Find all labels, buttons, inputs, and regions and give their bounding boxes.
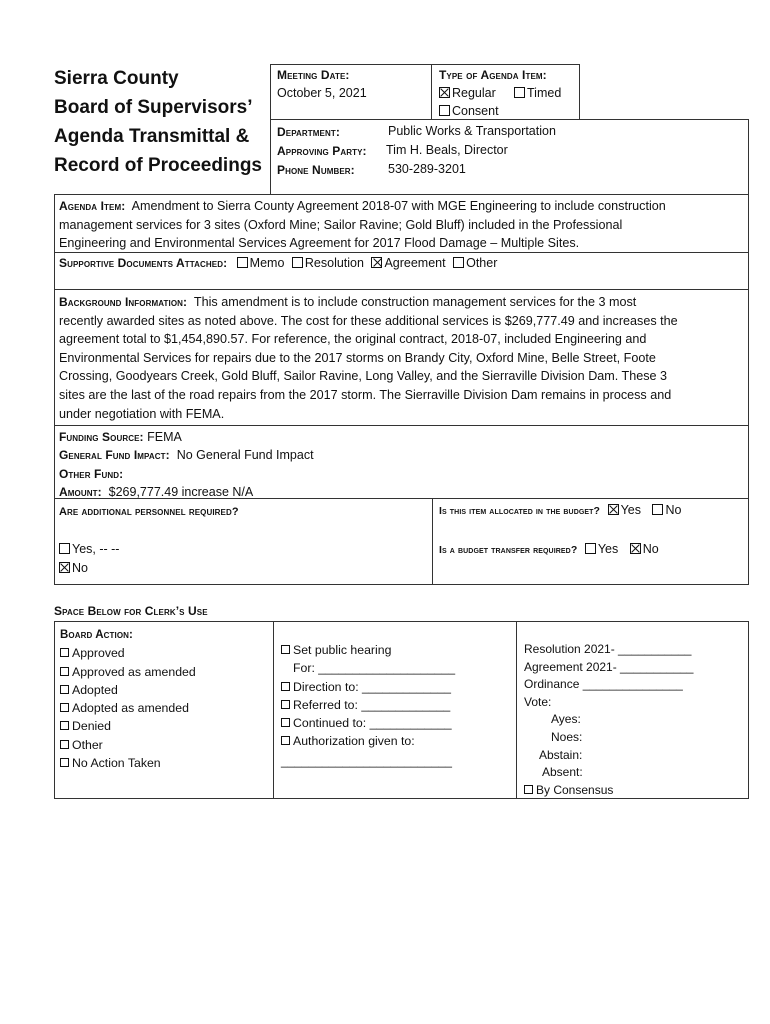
department-value: Public Works & Transportation	[388, 124, 556, 138]
checkbox-empty[interactable]	[281, 645, 290, 654]
checkbox-empty[interactable]	[281, 718, 290, 727]
clerk-right-list	[524, 641, 693, 799]
doc-agreement[interactable]: Agreement	[371, 256, 445, 270]
form-title	[54, 64, 269, 180]
checkbox-empty[interactable]	[281, 700, 290, 709]
budget-transfer-label: Is a budget transfer required?	[439, 544, 578, 556]
resolution-number: Resolution 2021- ___________	[524, 642, 692, 656]
checkbox-empty[interactable]	[60, 667, 69, 676]
title-line: Record of Proceedings	[54, 155, 262, 176]
absent-label: Absent:	[542, 765, 583, 780]
action-denied[interactable]: Denied	[60, 717, 196, 735]
authorization-given-to[interactable]: Authorization given to:	[281, 732, 455, 750]
action-other[interactable]: Other	[60, 736, 196, 754]
action-adopted[interactable]: Adopted	[60, 681, 196, 699]
phone-value: 530-289-3201	[388, 162, 466, 176]
checkbox-empty[interactable]	[292, 257, 303, 268]
vote-label: Vote:	[524, 694, 552, 709]
checkbox-empty[interactable]	[59, 543, 70, 554]
other-fund-label: Other Fund:	[59, 466, 124, 481]
checkbox-checked[interactable]	[59, 562, 70, 573]
agenda-type-timed[interactable]: Timed	[514, 86, 561, 100]
checkbox-empty[interactable]	[281, 736, 290, 745]
funding-info	[59, 428, 314, 501]
budget-transfer-no[interactable]: No	[630, 542, 659, 556]
personnel-question: Are additional personnel required?	[59, 506, 239, 518]
title-line: Sierra County	[54, 68, 179, 89]
personnel-yes[interactable]: Yes, -- --	[59, 542, 119, 556]
funding-source-label: Funding Source:	[59, 430, 144, 444]
by-consensus[interactable]: By Consensus	[524, 782, 693, 800]
action-approved-as-amended[interactable]: Approved as amended	[60, 663, 196, 681]
abstain-label: Abstain:	[539, 747, 583, 762]
budget-allocated-yes[interactable]: Yes	[608, 503, 641, 517]
amount-value: $269,777.49 increase N/A	[108, 484, 254, 499]
title-line: Agenda Transmittal &	[54, 126, 250, 147]
agenda-item-label: Agenda Item:	[59, 199, 126, 213]
approving-party-value: Tim H. Beals, Director	[386, 143, 508, 157]
set-public-hearing[interactable]: Set public hearing	[281, 641, 455, 659]
referred-to[interactable]: Referred to: _____________	[281, 696, 455, 714]
checkbox-checked[interactable]	[439, 87, 450, 98]
checkbox-checked[interactable]	[630, 543, 641, 554]
board-action-list	[60, 625, 196, 772]
checkbox-checked[interactable]	[371, 257, 382, 268]
budget-allocated-label: Is this item allocated in the budget?	[439, 505, 601, 517]
hearing-for: For: ____________________	[293, 661, 456, 676]
continued-to[interactable]: Continued to: ____________	[281, 714, 455, 732]
checkbox-empty[interactable]	[453, 257, 464, 268]
checkbox-empty[interactable]	[585, 543, 596, 554]
phone-label: Phone Number:	[277, 163, 355, 177]
general-fund-label: General Fund Impact:	[59, 448, 170, 463]
department-label: Department:	[277, 125, 340, 139]
action-no-action-taken[interactable]: No Action Taken	[60, 754, 196, 772]
meeting-date-value: October 5, 2021	[277, 86, 367, 100]
board-action-label: Board Action:	[60, 629, 133, 641]
action-adopted-as-amended[interactable]: Adopted as amended	[60, 699, 196, 717]
budget-transfer-yes[interactable]: Yes	[585, 542, 618, 556]
supportive-docs	[59, 256, 497, 270]
checkbox-empty[interactable]	[60, 685, 69, 694]
checkbox-empty[interactable]	[514, 87, 525, 98]
checkbox-empty[interactable]	[60, 648, 69, 657]
approving-party-label: Approving Party:	[277, 144, 367, 158]
amount-label: Amount:	[59, 484, 102, 499]
checkbox-empty[interactable]	[60, 721, 69, 730]
noes-label: Noes:	[551, 729, 583, 744]
personnel-no[interactable]: No	[59, 561, 88, 575]
checkbox-empty[interactable]	[524, 785, 533, 794]
agenda-item: Agenda Item: Amendment to Sierra County Agreement 2018-07 with MGE Engineering to include construction management services for 3 sites (Oxford Mine; Sailor Ravine; Gold Bluff) included in the Professional Engineering and Environmental Services Agreement for 2017 Flood Damage – Multiple Sites.	[59, 199, 666, 251]
budget-transfer	[439, 542, 659, 556]
doc-other[interactable]: Other	[453, 256, 497, 270]
checkbox-empty[interactable]	[439, 105, 450, 116]
agenda-type-consent[interactable]: Consent	[439, 104, 499, 118]
background-info: Background Information: This amendment is to include construction management services for the 3 most recently awarded sites as noted above. The cost for these additional services is $269,777.49 and increases the agreement total to $1,454,890.57. For reference, the original contract, 2018-07, included Engineering and Environmental Services for repairs due to the 2017 storms on Brandy City, Oxford Mine, Belle Street, Foote Crossing, Goodyears Creek, Gold Bluff, Sailor Ravine, Long Valley, and the Sierraville Division Dam. These 3 sites are the last of the road repairs from the 2017 storm. The Sierraville Division Dam remains in process and under negotiation with FEMA.	[59, 295, 678, 421]
doc-memo[interactable]: Memo	[237, 256, 285, 270]
clerk-heading: Space Below for Clerk’s Use	[54, 604, 208, 618]
checkbox-checked[interactable]	[608, 504, 619, 515]
general-fund-value: No General Fund Impact	[176, 448, 314, 463]
title-line: Board of Supervisors’	[54, 97, 253, 118]
checkbox-empty[interactable]	[281, 682, 290, 691]
checkbox-empty[interactable]	[60, 758, 69, 767]
authorization-line: _________________________	[281, 753, 452, 768]
budget-allocated-no[interactable]: No	[652, 503, 681, 517]
checkbox-empty[interactable]	[60, 740, 69, 749]
funding-source-value: FEMA	[147, 430, 182, 444]
doc-resolution[interactable]: Resolution	[292, 256, 364, 270]
checkbox-empty[interactable]	[652, 504, 663, 515]
ayes-label: Ayes:	[551, 712, 581, 727]
budget-allocated	[439, 503, 681, 517]
ordinance-number: Ordinance _______________	[524, 677, 683, 692]
agreement-number: Agreement 2021- ___________	[524, 659, 694, 674]
background-label: Background Information:	[59, 295, 188, 309]
action-approved[interactable]: Approved	[60, 644, 196, 662]
agenda-type-regular[interactable]: Regular	[439, 86, 496, 100]
direction-to[interactable]: Direction to: _____________	[281, 678, 455, 696]
supportive-docs-label: Supportive Documents Attached:	[59, 256, 228, 270]
clerk-middle-list	[281, 641, 455, 770]
checkbox-empty[interactable]	[60, 703, 69, 712]
agenda-type-label: Type of Agenda Item:	[439, 68, 547, 82]
checkbox-empty[interactable]	[237, 257, 248, 268]
meeting-date-label: Meeting Date:	[277, 68, 350, 82]
